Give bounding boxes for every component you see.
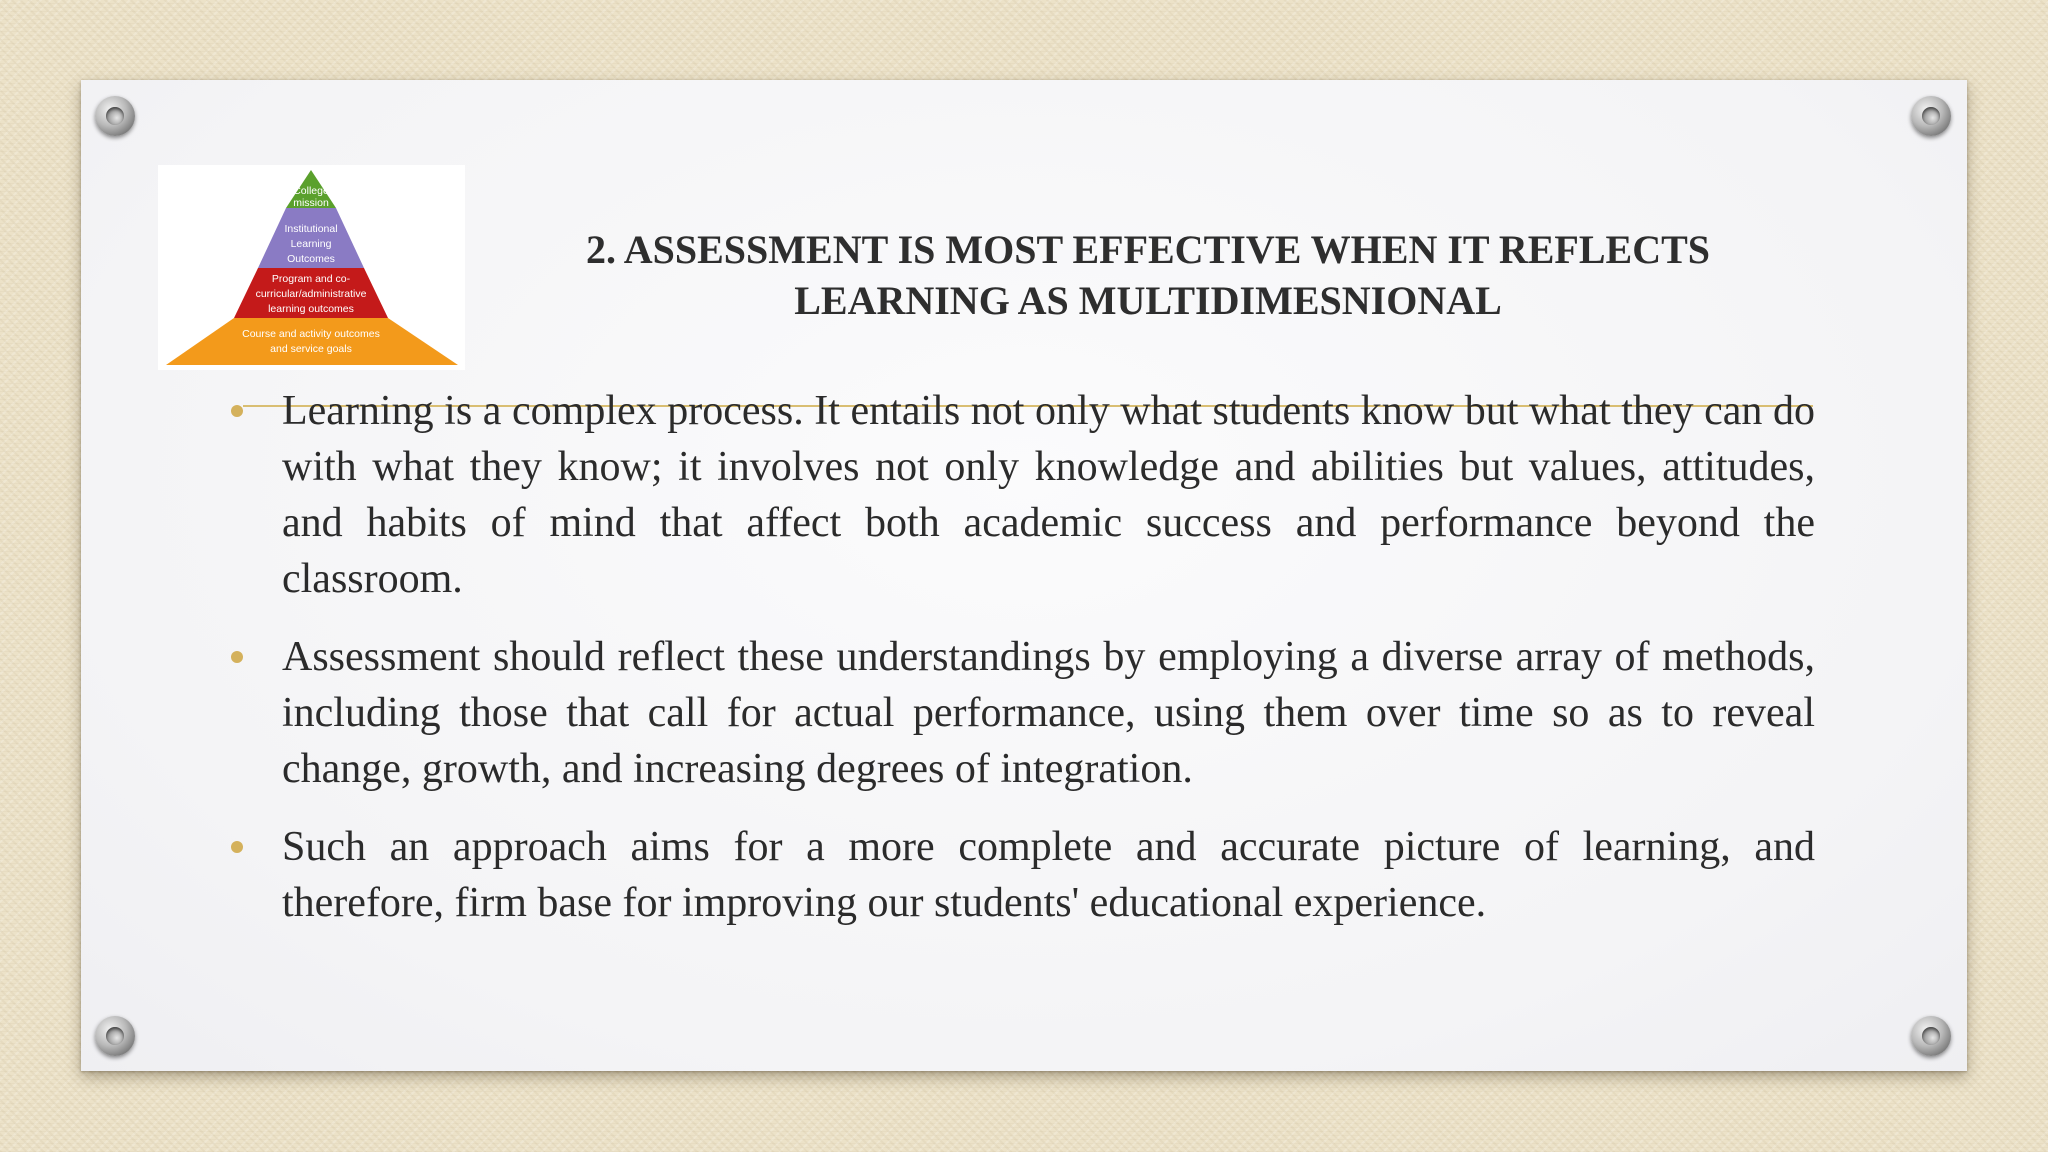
pyramid-label: learning outcomes [268, 303, 354, 315]
bullet-text: Such an approach aims for a more complete and accurate picture of learning, and therefore, firm base for improving our students' educational experience. [282, 824, 1815, 926]
pyramid-label: Institutional [284, 223, 338, 235]
slide-title [500, 224, 1796, 326]
bullet-dot-icon [231, 405, 243, 417]
pyramid-label: College [293, 185, 329, 197]
pyramid-label: Outcomes [287, 253, 335, 265]
pyramid-label: Course and activity outcomes [242, 328, 380, 340]
pyramid-label: and service goals [270, 343, 352, 355]
grommet-bottom-left-icon [95, 1016, 135, 1056]
grommet-top-right-icon [1911, 96, 1951, 136]
bullet-list [282, 383, 1815, 953]
bullet-text: Learning is a complex process. It entails not only what students know but what they can do with what they know; it involves not only knowledge and abilities but values, attitudes, and habits of mind that affect both academic success and performance beyond the classroom. [282, 388, 1815, 602]
slide-title-line-1: 2. ASSESSMENT IS MOST EFFECTIVE WHEN IT REFLECTS [585, 227, 1711, 272]
slide-title-line-2: LEARNING AS MULTIDIMESNIONAL [794, 278, 1502, 323]
pyramid-label: Program and co- [271, 273, 351, 285]
bullet-dot-icon [231, 651, 243, 663]
pyramid-label: mission [293, 197, 329, 209]
outcomes-pyramid-image [158, 165, 465, 370]
grommet-bottom-right-icon [1911, 1016, 1951, 1056]
bullet-item [282, 819, 1815, 931]
bullet-dot-icon [231, 841, 243, 853]
bullet-item [282, 629, 1815, 797]
bullet-item [282, 383, 1815, 607]
pyramid-label: Learning [290, 238, 332, 250]
bullet-text: Assessment should reflect these understandings by employing a diverse array of methods, including those that call for actual performance, using them over time so as to reveal change, growth, and increasing degrees of integration. [282, 634, 1815, 792]
pyramid-tier-course-outcomes [166, 318, 458, 365]
pyramid-label: curricular/administrative [255, 288, 367, 300]
grommet-top-left-icon [95, 96, 135, 136]
